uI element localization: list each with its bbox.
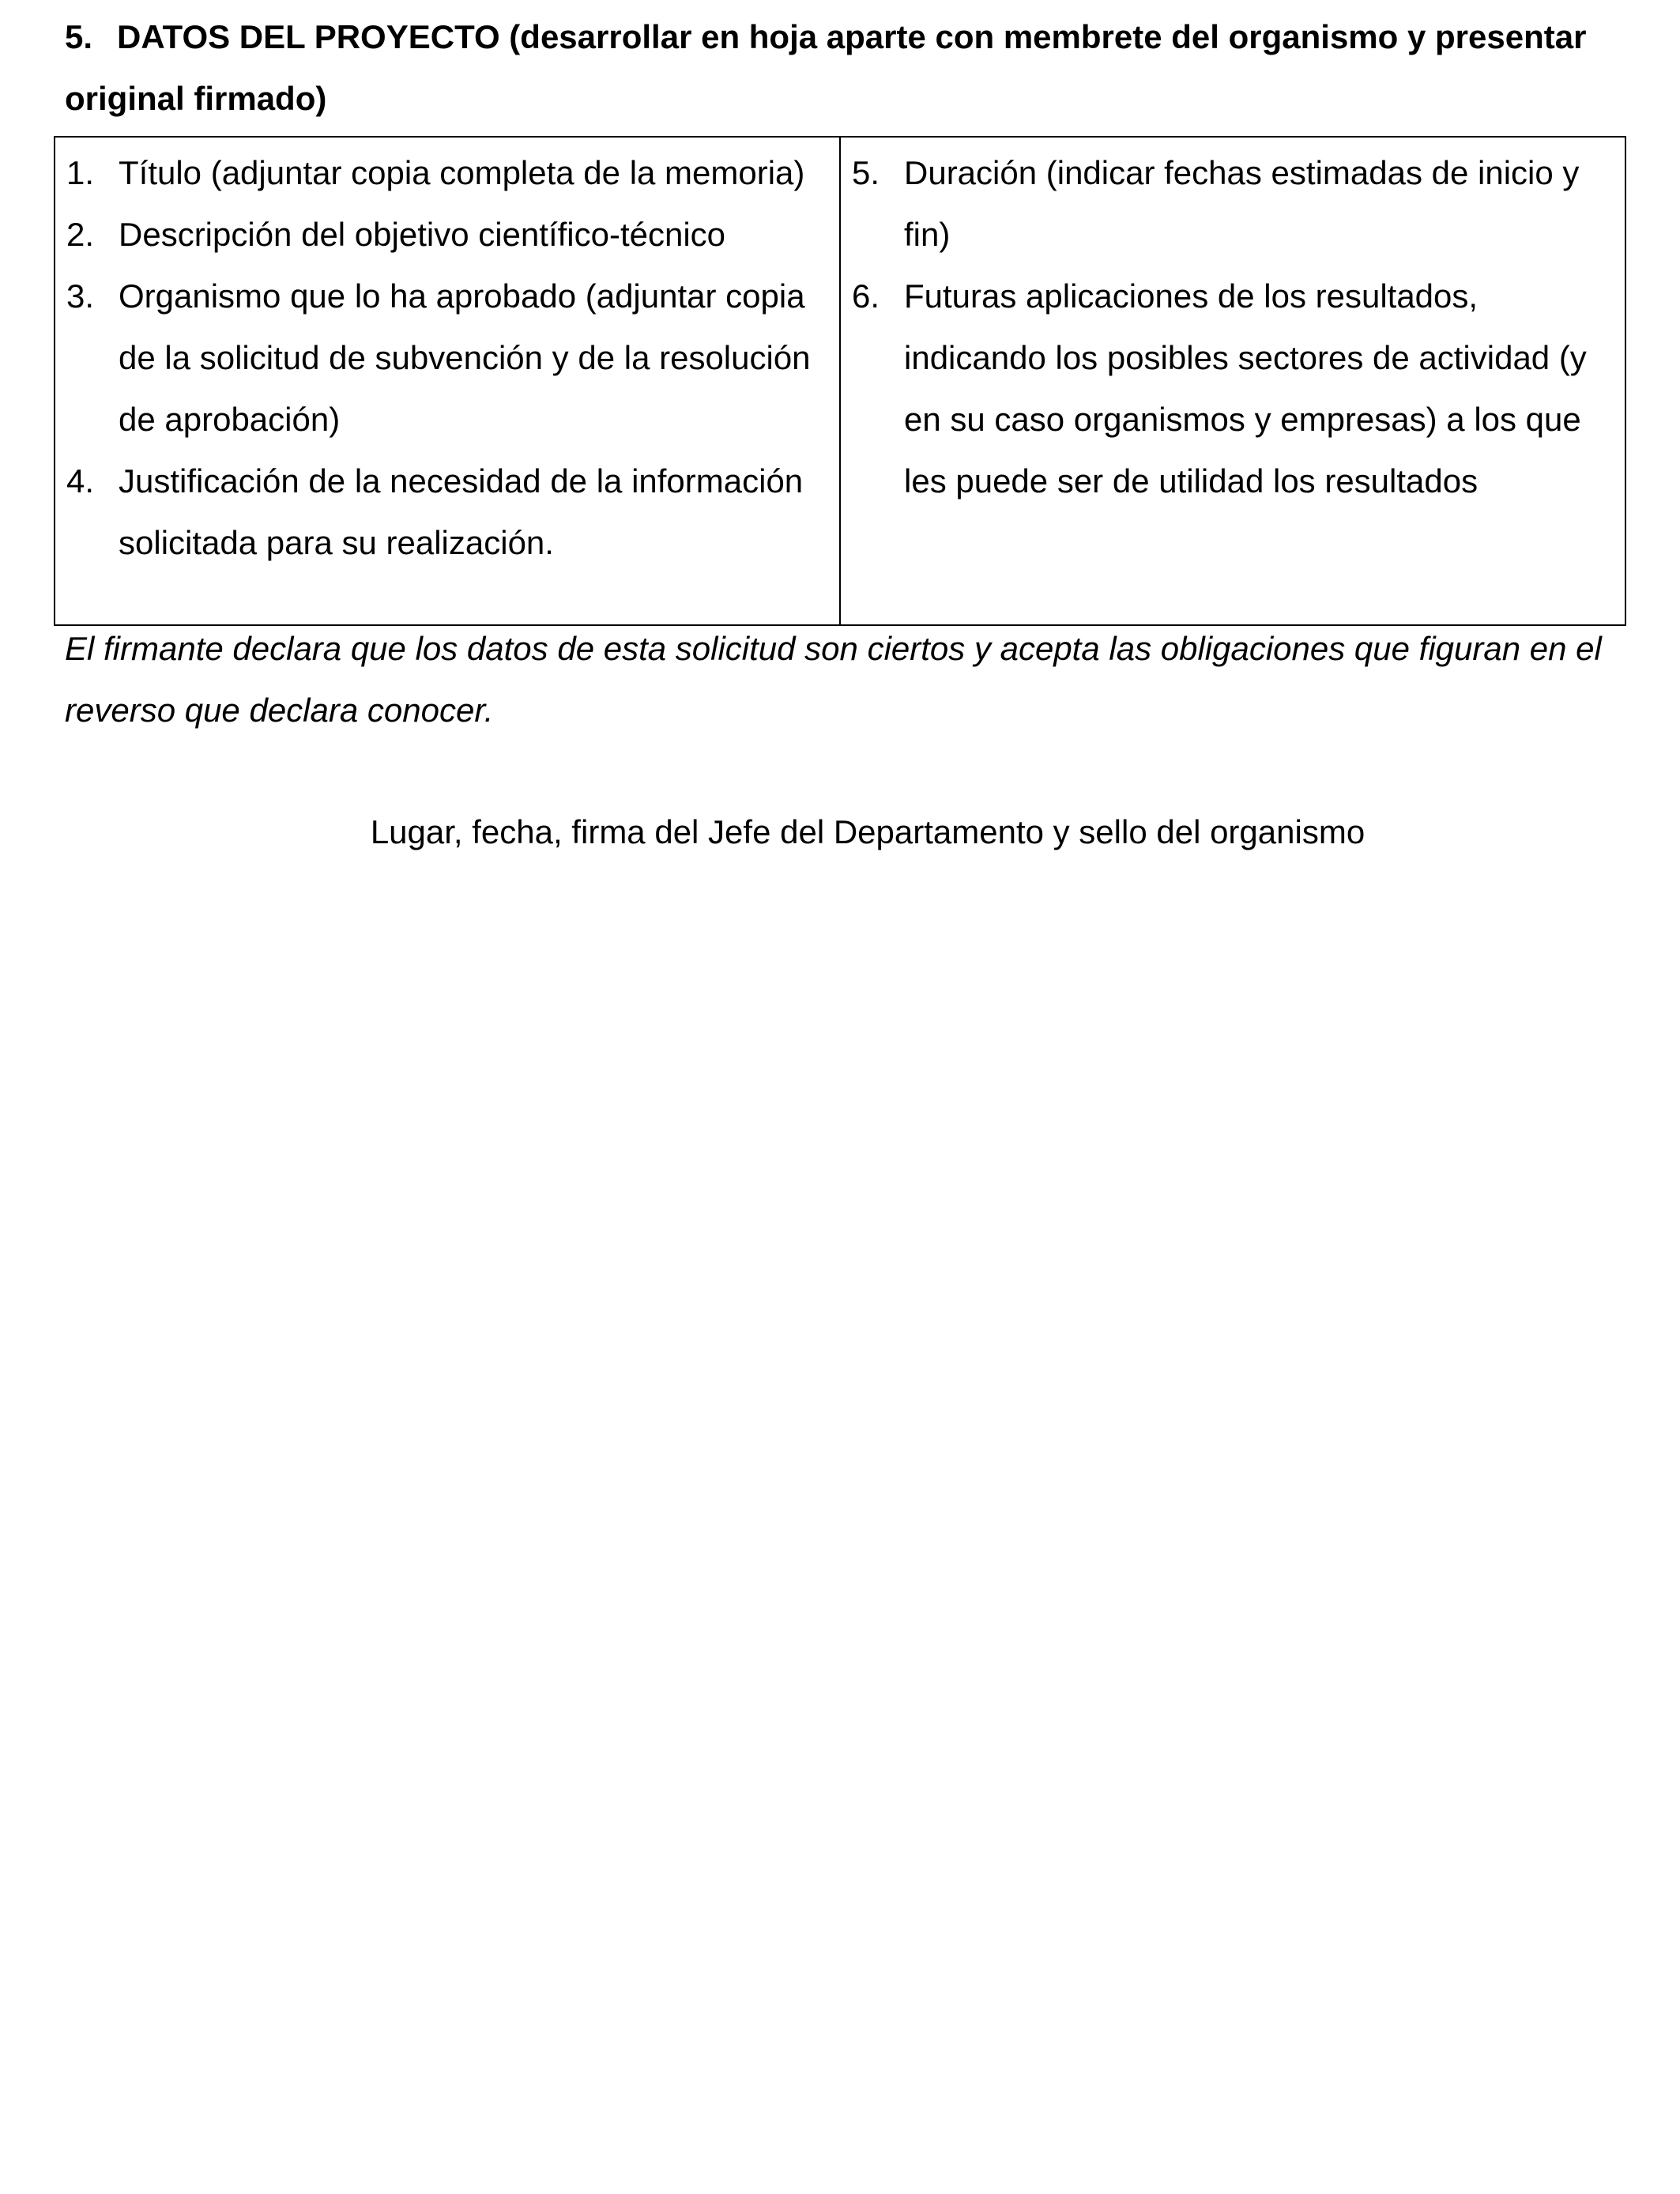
list-item [852, 266, 1617, 512]
project-data-table [54, 136, 1626, 626]
item-text: Organismo que lo ha aprobado (adjuntar copia de la solicitud de subvención y de la resolución de aprobación) [119, 277, 811, 438]
item-number: 2. [66, 216, 95, 253]
item-number: 5. [852, 154, 880, 191]
item-number: 3. [66, 277, 95, 315]
item-number: 6. [852, 277, 880, 315]
declaration-text: El firmante declara que los datos de esta solicitud son ciertos y acepta las obligaciones que figuran en el reverso que declara conocer. [65, 630, 1602, 729]
right-column [841, 138, 1625, 624]
section-heading [65, 6, 1645, 130]
left-column [55, 138, 841, 624]
item-text: Justificación de la necesidad de la información solicitada para su realización. [119, 462, 804, 561]
item-text: Descripción del objetivo científico-técnico [119, 216, 726, 253]
list-item [66, 204, 831, 266]
item-number: 4. [66, 462, 95, 499]
section-number: 5. [65, 18, 93, 55]
list-item [852, 142, 1617, 266]
list-item [66, 266, 831, 450]
item-number: 1. [66, 154, 95, 191]
item-text: Duración (indicar fechas estimadas de inicio y fin) [904, 154, 1580, 253]
signature-line: Lugar, fecha, firma del Jefe del Departamento y sello del organismo [370, 813, 1365, 850]
item-text: Futuras aplicaciones de los resultados, indicando los posibles sectores de actividad (y en su caso organismos y empresas) a los que les puede ser de utilidad los resultados [904, 277, 1587, 499]
section-title: DATOS DEL PROYECTO (desarrollar en hoja aparte con membrete del organismo y presentar original firmado) [65, 18, 1587, 117]
list-item [66, 450, 831, 574]
item-text: Título (adjuntar copia completa de la memoria) [119, 154, 805, 191]
list-item [66, 142, 831, 204]
